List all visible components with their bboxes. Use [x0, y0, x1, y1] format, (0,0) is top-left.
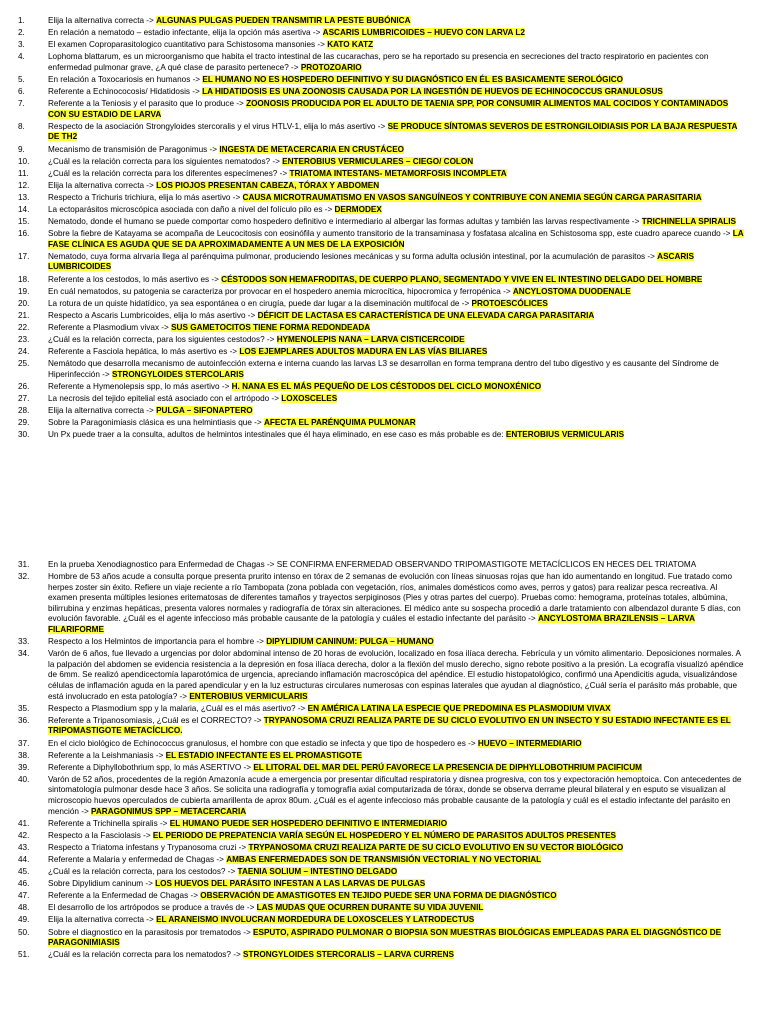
question-item	[0, 831, 768, 842]
question-text: Elija la alternativa correcta ->	[48, 915, 157, 925]
question-number: 19.	[18, 286, 30, 296]
question-number: 16.	[18, 229, 30, 239]
question-number: 47.	[18, 891, 30, 901]
question-text: ¿Cuál es la relación correcta para los siguientes nematodos? ->	[48, 156, 283, 166]
highlighted-answer: DÉFICIT DE LACTASA ES CARACTERÍSTICA DE UNA ELEVADA CARGA PARASITARIA	[257, 310, 595, 320]
highlighted-answer: LOS EJEMPLARES ADULTOS MADURA EN LAS VÍAS BILIARES	[239, 347, 488, 357]
question-number: 13.	[18, 192, 30, 202]
question-item	[0, 382, 768, 393]
question-number: 20.	[18, 298, 30, 308]
question-item	[0, 763, 768, 774]
question-item	[0, 157, 768, 168]
question-item	[0, 287, 768, 298]
highlighted-answer: SUS GAMETOCITOS TIENE FORMA REDONDEADA	[171, 322, 371, 332]
question-number: 34.	[18, 649, 30, 659]
question-number: 30.	[18, 430, 30, 440]
highlighted-answer: DERMODEX	[334, 205, 382, 214]
question-item	[0, 903, 768, 914]
question-item	[0, 928, 768, 949]
highlighted-answer: PULGA – SIFONAPTERO	[156, 406, 253, 416]
highlighted-answer: ANCYLOSTOMA DUODENALE	[512, 286, 631, 296]
highlighted-answer: LOS PIOJOS PRESENTAN CABEZA, TÓRAX Y ABDOMEN	[156, 180, 380, 190]
question-text: Respecto a los Helmintos de importancia para el hombre ->	[48, 637, 267, 647]
question-text: En relación a Toxocariosis en humanos ->	[48, 74, 203, 84]
question-item	[0, 560, 768, 571]
question-number: 40.	[18, 774, 30, 784]
question-item	[0, 87, 768, 98]
question-text: Referente a los cestodos, lo más asertivo es ->	[48, 274, 222, 284]
highlighted-answer: STRONGYLOIDES STERCOLARIS	[111, 369, 244, 379]
question-number: 50.	[18, 927, 30, 937]
question-text: Referente a Echinococosis/ Hidatidosis ->	[48, 87, 203, 97]
highlighted-answer: TRIATOMA INTESTANS- METAMORFOSIS INCOMPLETA	[289, 168, 507, 178]
question-text: Referente a la Enfermedad de Chagas ->	[48, 891, 201, 901]
question-item	[0, 205, 768, 216]
highlighted-answer: ESPUTO, ASPIRADO PULMONAR O BIOPSIA SON MUESTRAS BIOLÓGICAS EMPLEADAS PARA EL DIAGGNÓSTICO DE PARAGONIMIASIS	[48, 927, 722, 948]
question-text: Nematodo, donde el humano se puede comportar como hospedero definitivo e intermediario al albergar las formas adultas y también las larvas respectivamente ->	[48, 217, 642, 227]
question-number: 15.	[18, 217, 30, 227]
answer-text: SE CONFIRMA ENFERMEDAD OBSERVANDO TRIPOMASTIGOTE METACÍCLICOS EN HECES DEL TRIATOMA	[276, 560, 697, 569]
question-number: 6.	[18, 87, 25, 97]
question-item	[0, 299, 768, 310]
question-number: 51.	[18, 950, 30, 960]
question-list-part-1	[0, 16, 768, 442]
question-text: Nemátodo que desarrolla mecanismo de autoinfección externa e interna cuando las larvas L3 se desarrollan en forma temprana dentro del tubo digestivo y es causante del Síndrome de Hiperinfección ->	[48, 359, 719, 379]
question-number: 11.	[18, 168, 29, 178]
question-item	[0, 75, 768, 86]
question-item	[0, 335, 768, 346]
question-text: El examen Coproparasitologico cuantitativo para Schistosoma mansonies ->	[48, 40, 328, 50]
question-text: Sobre la fiebre de Katayama se acompaña de Leucocitosis con eosinófila y aumento transitorio de la transaminasa y fosfatasa alcalina en Schistosoma spp, este cuadro aparece cuando ->	[48, 229, 733, 239]
question-item	[0, 217, 768, 228]
question-text: Elija la alternativa correcta ->	[48, 180, 157, 190]
question-text: Respecto a Ascaris Lumbricoides, elija lo más asertivo ->	[48, 310, 258, 320]
question-list-part-2	[0, 560, 768, 962]
question-text: Mecanismo de transmisión de Paragonimus ->	[48, 144, 220, 154]
question-text: Respecto a Triatoma infestans y Trypanosoma cruzi ->	[48, 842, 249, 852]
highlighted-answer: TRYPANOSOMA CRUZI REALIZA PARTE DE SU CICLO EVOLUTIVO EN SU VECTOR BIOLÓGICO	[248, 842, 624, 852]
question-text: Referente a Hymenolepsis spp, lo más asertivo ->	[48, 381, 232, 391]
question-number: 49.	[18, 915, 30, 925]
question-number: 41.	[18, 818, 30, 828]
question-number: 18.	[18, 274, 30, 284]
question-item	[0, 649, 768, 702]
highlighted-answer: STRONGYLOIDES STERCORALIS – LARVA CURRENS	[243, 950, 454, 960]
question-text: En cuál nematodos, su patogenia se caracteriza por provocar en el hospedero anemia microcítica, hipocromica y ferropénica ->	[48, 286, 513, 296]
highlighted-answer: EL HUMANO NO ES HOSPEDERO DEFINITIVO Y SU DIAGNÓSTICO EN ÉL ES BASICAMENTE SEROLÓGICO	[202, 74, 624, 84]
highlighted-answer: ANCYLOSTOMA BRAZILENSIS – LARVA FILARIFORME	[48, 614, 696, 635]
question-number: 2.	[18, 28, 25, 38]
question-item	[0, 347, 768, 358]
question-item	[0, 739, 768, 750]
question-number: 24.	[18, 347, 30, 357]
question-text: Referente a Diphyllobothrium spp, lo más ASERTIVO ->	[48, 762, 254, 772]
question-item	[0, 879, 768, 890]
highlighted-answer: EL ESTADIO INFECTANTE ES EL PROMASTIGOTE	[165, 750, 363, 760]
question-text: En la prueba Xenodiagnostico para Enfermedad de Chagas ->	[48, 560, 277, 569]
question-item	[0, 775, 768, 817]
question-item	[0, 40, 768, 51]
highlighted-answer: ASCARIS LUMBRICOIDES – HUEVO CON LARVA L2	[322, 28, 525, 38]
highlighted-answer: CAUSA MICROTRAUMATISMO EN VASOS SANGUÍNEOS Y CONTRIBUYE CON ANEMIA SEGÚN CARGA PARASITARIA	[242, 192, 702, 202]
question-text: Respecto a la Fasciolasis ->	[48, 830, 153, 840]
highlighted-answer: ENTEROBIUS VERMICULARES – CIEGO/ COLON	[282, 156, 474, 166]
highlighted-answer: LA HIDATIDOSIS ES UNA ZOONOSIS CAUSADA POR LA INGESTIÓN DE HUEVOS DE ECHINOCOCCUS GRANULOSUS	[202, 87, 663, 97]
question-text: Varón de 6 años, fue llevado a urgencias por dolor abdominal intenso de 20 horas de evolución, localizado en fosa ilíaca derecha. Febrícula y un vómito alimentario. Deposiciones normales. A la palpación del abdomen se evidencia resistencia a la depresión en fosa ilíaca derecha, dolor a la flexión del muslo derecho, signo rebote positivo a la presión. La ecografía visualizó apéndice de 6mm. Se realizó apendicectomía laparotómica de urgencia, apreciando inflamación macroscópica del apéndice. El estudio histopatológico, confirmó una Apendicitis aguda, visualizándose células de inflamación aguda en la pared apendicular y en la luz estructuras circulares numerosas con espinas laterales que ayudan al diagnóstico, ¿Cuál sería el parásito más probable, que está involucrado en esta patología? ->	[48, 649, 744, 701]
highlighted-answer: H. NANA ES EL MÁS PEQUEÑO DE LOS CÉSTODOS DEL CICLO MONOXÉNICO	[231, 381, 542, 391]
question-item	[0, 637, 768, 648]
question-number: 46.	[18, 879, 30, 889]
highlighted-answer: PROTOESCÓLICES	[471, 298, 548, 308]
highlighted-answer: EN AMÉRICA LATINA LA ESPECIE QUE PREDOMINA ES PLASMODIUM VIVAX	[307, 703, 611, 713]
question-item	[0, 843, 768, 854]
question-text: Sobre la Paragonimiasis clásica es una helmintiasis que ->	[48, 418, 264, 428]
highlighted-answer: AMBAS ENFERMEDADES SON DE TRANSMISIÓN VECTORIAL Y NO VECTORIAL	[226, 854, 542, 864]
question-item	[0, 275, 768, 286]
question-number: 10.	[18, 156, 30, 166]
question-number: 32.	[18, 572, 30, 582]
question-item	[0, 751, 768, 762]
question-text: Respecto de la asociación Strongyloides stercoralis y el virus HTLV-1, elija lo más asertivo ->	[48, 121, 388, 131]
question-item	[0, 430, 768, 441]
question-text: Referente a Trichinella spiralis ->	[48, 818, 170, 828]
question-number: 12.	[18, 180, 30, 190]
highlighted-answer: TRICHINELLA SPIRALIS	[641, 217, 736, 227]
highlighted-answer: OBSERVACIÓN DE AMASTIGOTES EN TEJIDO PUEDE SER UNA FORMA DE DIAGNÓSTICO	[200, 891, 557, 901]
question-item	[0, 28, 768, 39]
question-text: Nematodo, cuya forma alrvaria llega al parénquima pulmonar, produciendo lesiones mecánicas y su forma adulta oclusión intestinal, por la acumulación de parasitos ->	[48, 251, 658, 261]
question-item	[0, 855, 768, 866]
question-number: 14.	[18, 205, 30, 214]
highlighted-answer: HUEVO – INTERMEDIARIO	[477, 738, 582, 748]
question-text: En relación a nematodo – estadio infectante, elija la opción más asertiva ->	[48, 28, 323, 38]
highlighted-answer: KATO KATZ	[327, 40, 374, 50]
question-text: Referente a Fasciola hepática, lo más asertivo es ->	[48, 347, 240, 357]
highlighted-answer: DIPYLIDIUM CANINUM: PULGA – HUMANO	[266, 637, 434, 647]
question-item	[0, 359, 768, 380]
highlighted-answer: HYMENOLEPIS NANA – LARVA CISTICERCOIDE	[276, 335, 465, 345]
question-number: 9.	[18, 144, 25, 154]
question-text: ¿Cuál es la relación correcta para los diferentes especímenes? ->	[48, 168, 290, 178]
question-text: Sobre Dipylidium caninum ->	[48, 879, 156, 889]
question-number: 25.	[18, 359, 30, 369]
question-item	[0, 169, 768, 180]
question-item	[0, 418, 768, 429]
question-text: ¿Cuál es la relación correcta, para los siguientes cestodos? ->	[48, 335, 277, 345]
question-number: 33.	[18, 637, 30, 647]
highlighted-answer: LAS MUDAS QUE OCURREN DURANTE SU VIDA JUVENIL	[256, 903, 484, 913]
question-item	[0, 122, 768, 143]
question-item	[0, 406, 768, 417]
question-number: 31.	[18, 560, 30, 569]
question-number: 4.	[18, 52, 25, 62]
question-number: 36.	[18, 715, 30, 725]
question-number: 44.	[18, 854, 30, 864]
highlighted-answer: TAENIA SOLIUM – INTESTINO DELGADO	[237, 867, 398, 877]
question-number: 42.	[18, 830, 30, 840]
question-item	[0, 145, 768, 156]
question-number: 48.	[18, 903, 30, 913]
question-number: 21.	[18, 310, 30, 320]
question-item	[0, 99, 768, 120]
highlighted-answer: CÉSTODOS SON HEMAFRODITAS, DE CUERPO PLANO, SEGMENTADO Y VIVE EN EL INTESTINO DELGADO DEL HOMBRE	[221, 274, 703, 284]
highlighted-answer: ALGUNAS PULGAS PUEDEN TRANSMITIR LA PESTE BUBÓNICA	[156, 16, 411, 25]
question-text: La necrosis del tejido epitelial está asociado con el artrópodo ->	[48, 394, 282, 403]
question-number: 7.	[18, 99, 25, 109]
question-item	[0, 323, 768, 334]
highlighted-answer: PROTOZOARIO	[300, 62, 362, 72]
question-text: Varón de 52 años, procedentes de la región Amazonía acude a emergencia por presentar dificultad respiratoria y disnea progresiva, con tos y expectoración hemoptoica. Con antecedentes de sintomatología pulmonar desde hace 3 años. Se solicita una radiografía y tomografía axial computarizada de tórax, donde se observa derrame pleural bilateral y en esputo se visualizan al microscopio huevos operculados de cubierta amarillenta de aprox 80um. ¿Cuál es el agente infeccioso más probable causante de la patología y cuál es el estadio infectante del parásito en mención ->	[48, 774, 742, 816]
question-number: 45.	[18, 867, 30, 877]
highlighted-answer: EL PERIODO DE PREPATENCIA VARÍA SEGÚN EL HOSPEDERO Y EL NÚMERO DE PARASITOS ADULTOS PRESENTES	[152, 830, 617, 840]
highlighted-answer: AFECTA EL PARÉNQUIMA PULMONAR	[263, 418, 416, 428]
question-item	[0, 716, 768, 737]
question-text: El desarrollo de los artrópodos se produce a través de ->	[48, 903, 257, 913]
question-item	[0, 867, 768, 878]
question-text: Respecto a Trichuris trichiura, elija lo más asertivo ->	[48, 192, 243, 202]
highlighted-answer: INGESTA DE METACERCARIA EN CRUSTÁCEO	[219, 144, 405, 154]
question-text: Hombre de 53 años acude a consulta porque presenta prurito intenso en tórax de 2 semanas de evolución con líneas sinuosas rojas que han ido aumentando en longitud. Fue tratado como herpes zoster sin éxito. Refiere un viaje reciente a río Tambopata (zona poblada con vegetación, ríos, animales domésticos como aves, perros y gatos) para realizar pesca recreativa. Al examen presenta múltiples lesiones eritematosas de diferentes tamaños y trayectos serpiginosos (Pies y otras partes del cuerpo). Pruebas como: hemograma, proteínas totales, albúmina, bilirrubina y enzimas hepáticas, presenta valores normales y radiografía de tórax sin alteraciones. El médico ante su sospecha procedió a darle tratamiento con albendazol durante 5 días, con evolución favorable. ¿Cuál es el agente infeccioso más probable causante de la patología y cuáles el estadio infectante del parásito ->	[48, 572, 741, 624]
question-number: 3.	[18, 40, 25, 50]
question-item	[0, 193, 768, 204]
question-text: La rotura de un quiste hidatídico, ya sea espontánea o en cirugía, puede dar lugar a la diseminación multifocal de ->	[48, 298, 472, 308]
question-text: Referente a Tripanosomiasis, ¿Cuál es el CORRECTO? ->	[48, 715, 264, 725]
question-number: 5.	[18, 74, 25, 84]
question-number: 23.	[18, 335, 30, 345]
highlighted-answer: EL HUMANO PUEDE SER HOSPEDERO DEFINITIVO E INTERMEDIARIO	[169, 818, 448, 828]
question-text: Sobre el diagnostico en la parasitosis por trematodos ->	[48, 927, 254, 937]
highlighted-answer: LA FASE CLÍNICA ES AGUDA QUE SE DA APROXIMADAMENTE A UN MES DE LA EXPOSICIÓN	[48, 229, 744, 249]
question-text: Elija la alternativa correcta ->	[48, 16, 157, 25]
question-item	[0, 572, 768, 636]
question-item	[0, 181, 768, 192]
question-text: La ectoparásitos microscópica asociada con daño a nivel del folículo pilo es ->	[48, 205, 335, 214]
question-number: 43.	[18, 842, 30, 852]
question-number: 8.	[18, 121, 25, 131]
question-number: 17.	[18, 251, 30, 261]
question-number: 27.	[18, 394, 30, 403]
question-item	[0, 252, 768, 273]
highlighted-answer: LOXOSCELES	[281, 394, 338, 403]
question-text: Referente a la Leishmaniasis ->	[48, 750, 166, 760]
question-item	[0, 819, 768, 830]
question-text: Un Px puede traer a la consulta, adultos de helmintos intestinales que él haya eliminado, en ese caso es más probable es de:	[48, 430, 506, 440]
highlighted-answer: SE PRODUCE SÍNTOMAS SEVEROS DE ESTRONGILOIDIASIS POR LA BAJA RESPUESTA DE TH2	[48, 121, 738, 142]
question-number: 22.	[18, 322, 30, 332]
question-item	[0, 915, 768, 926]
question-number: 29.	[18, 418, 30, 428]
highlighted-answer: TRYPANOSOMA CRUZI REALIZA PARTE DE SU CICLO EVOLUTIVO EN UN INSECTO Y SU ESTADIO INFECTANTE ES EL TRIPOMASTIGOTE METACÍCLICO.	[48, 715, 731, 736]
question-item	[0, 704, 768, 715]
question-text: En el ciclo biológico de Echinococcus granulosus, el hombre con que estadio se infecta y que tipo de hospedero es ->	[48, 738, 478, 748]
highlighted-answer: ENTEROBIUS VERMICULARIS	[505, 430, 625, 440]
question-number: 1.	[18, 16, 25, 25]
question-item	[0, 891, 768, 902]
question-item	[0, 16, 768, 27]
question-number: 28.	[18, 406, 30, 416]
question-number: 35.	[18, 703, 30, 713]
question-item	[0, 311, 768, 322]
question-text: ¿Cuál es la relación correcta, para los cestodos? ->	[48, 867, 238, 877]
question-number: 38.	[18, 750, 30, 760]
question-text: ¿Cuál es la relación correcta para los nematodos? ->	[48, 950, 244, 960]
question-item	[0, 229, 768, 250]
question-text: Elija la alternativa correcta ->	[48, 406, 157, 416]
question-item	[0, 394, 768, 405]
question-number: 37.	[18, 738, 30, 748]
highlighted-answer: PARAGONIMUS SPP – METACERCARIA	[91, 806, 247, 816]
question-text: Referente a Malaria y enfermedad de Chagas ->	[48, 854, 227, 864]
question-number: 26.	[18, 381, 30, 391]
highlighted-answer: ASCARIS LUMBRICOIDES	[48, 251, 695, 272]
question-text: Referente a Plasmodium vivax ->	[48, 322, 172, 332]
highlighted-answer: LOS HUEVOS DEL PARÁSITO INFESTAN A LAS LARVAS DE PULGAS	[155, 879, 426, 889]
question-text: Lophoma blattarum, es un microorganismo que habita el tracto intestinal de las cucarachas, pero se ha reportado su presencia en secreciones del tracto respiratorio en pacientes con enfermedad pulmonar grave, ¿A qué clase de parasito pertenece? ->	[48, 52, 709, 72]
question-item	[0, 950, 768, 961]
highlighted-answer: EL LITORAL DEL MAR DEL PERÚ FAVORECE LA PRESENCIA DE DIPHYLLOBOTHRIUM PACIFICUM	[253, 762, 642, 772]
highlighted-answer: ZOONOSIS PRODUCIDA POR EL ADULTO DE TAENIA SPP, POR CONSUMIR ALIMENTOS MAL COCIDOS Y CONTAMINADOS CON SU ESTADIO DE LARVA	[48, 99, 729, 119]
question-number: 39.	[18, 762, 30, 772]
question-text: Referente a la Teniosis y el parasito que lo produce ->	[48, 99, 247, 109]
highlighted-answer: ENTEROBIUS VERMICULARIS	[189, 691, 308, 701]
highlighted-answer: EL ARANEISMO INVOLUCRAN MORDEDURA DE LOXOSCELES Y LATRODECTUS	[156, 915, 475, 925]
question-text: Respecto a Plasmodium spp y la malaria, ¿Cuál es el más asertivo? ->	[48, 703, 308, 713]
question-item	[0, 52, 768, 73]
